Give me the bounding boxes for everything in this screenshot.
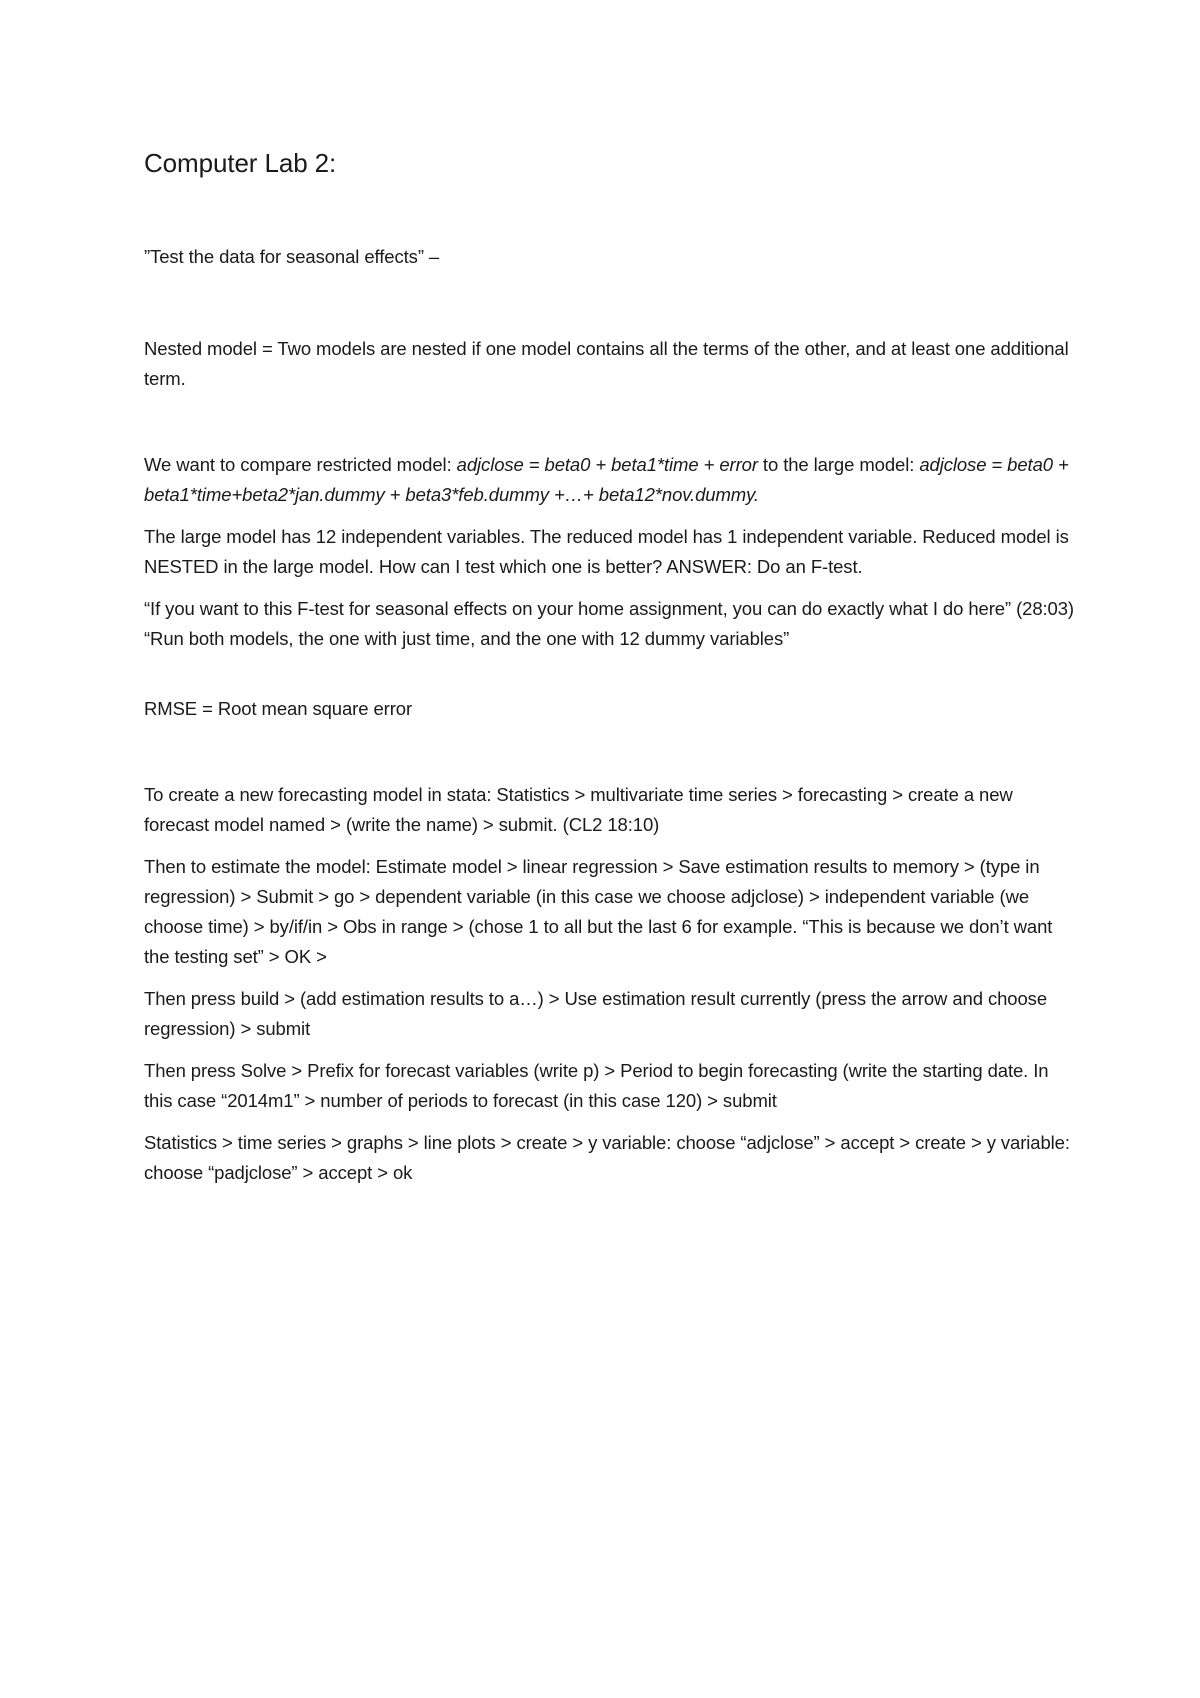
forecast-create-paragraph: To create a new forecasting model in stata: Statistics > multivariate time series > forecasting > create a new forecast model named > (write the name) > submit. (CL2 18:10) bbox=[144, 784, 1013, 835]
large-formula: adjclose = beta0 + beta1*time+beta2*jan.dummy + beta3*feb.dummy +…+ beta12*nov.dummy. bbox=[144, 454, 1069, 505]
estimate-model-paragraph: Then to estimate the model: Estimate model > linear regression > Save estimation results to memory > (type in regression) > Submit > go > dependent variable (in this case we choose adjclose) > independent variable (we choose time) > by/if/in > Obs in range > (chose 1 to all but the last 6 for example. “This is because we don’t want the testing set” > OK > bbox=[144, 856, 1053, 967]
compare-paragraph bbox=[144, 450, 1074, 510]
compare-intro: We want to compare restricted model: bbox=[144, 454, 457, 475]
solve-step-paragraph: Then press Solve > Prefix for forecast variables (write p) > Period to begin forecasting (write the starting date. In this case “2014m1” > number of periods to forecast (in this case 120) > submit bbox=[144, 1060, 1049, 1111]
quote-heading: ”Test the data for seasonal effects” – bbox=[144, 246, 440, 267]
ftest-quote-paragraph: “If you want to this F-test for seasonal effects on your home assignment, you can do exactly what I do here” (28:03) “Run both models, the one with just time, and the one with 12 dummy variables” bbox=[144, 598, 1074, 649]
page-title: Computer Lab 2: bbox=[144, 148, 337, 178]
build-step-paragraph: Then press build > (add estimation results to a…) > Use estimation result currently (press the arrow and choose regression) > submit bbox=[144, 988, 1048, 1039]
large-model-paragraph: The large model has 12 independent variables. The reduced model has 1 independent variable. Reduced model is NESTED in the large model. How can I test which one is better? ANSWER: Do an F-test. bbox=[144, 526, 1069, 577]
rmse-paragraph: RMSE = Root mean square error bbox=[144, 698, 413, 719]
compare-mid: to the large model: bbox=[757, 454, 920, 475]
graph-step-paragraph: Statistics > time series > graphs > line plots > create > y variable: choose “adjclose” > accept > create > y variable: choose “padjclose” > accept > ok bbox=[144, 1132, 1070, 1183]
restricted-formula: adjclose = beta0 + beta1*time + error bbox=[456, 454, 758, 475]
nested-definition: Nested model = Two models are nested if one model contains all the terms of the other, and at least one additional term. bbox=[144, 338, 1069, 389]
document-body bbox=[144, 146, 1074, 1200]
